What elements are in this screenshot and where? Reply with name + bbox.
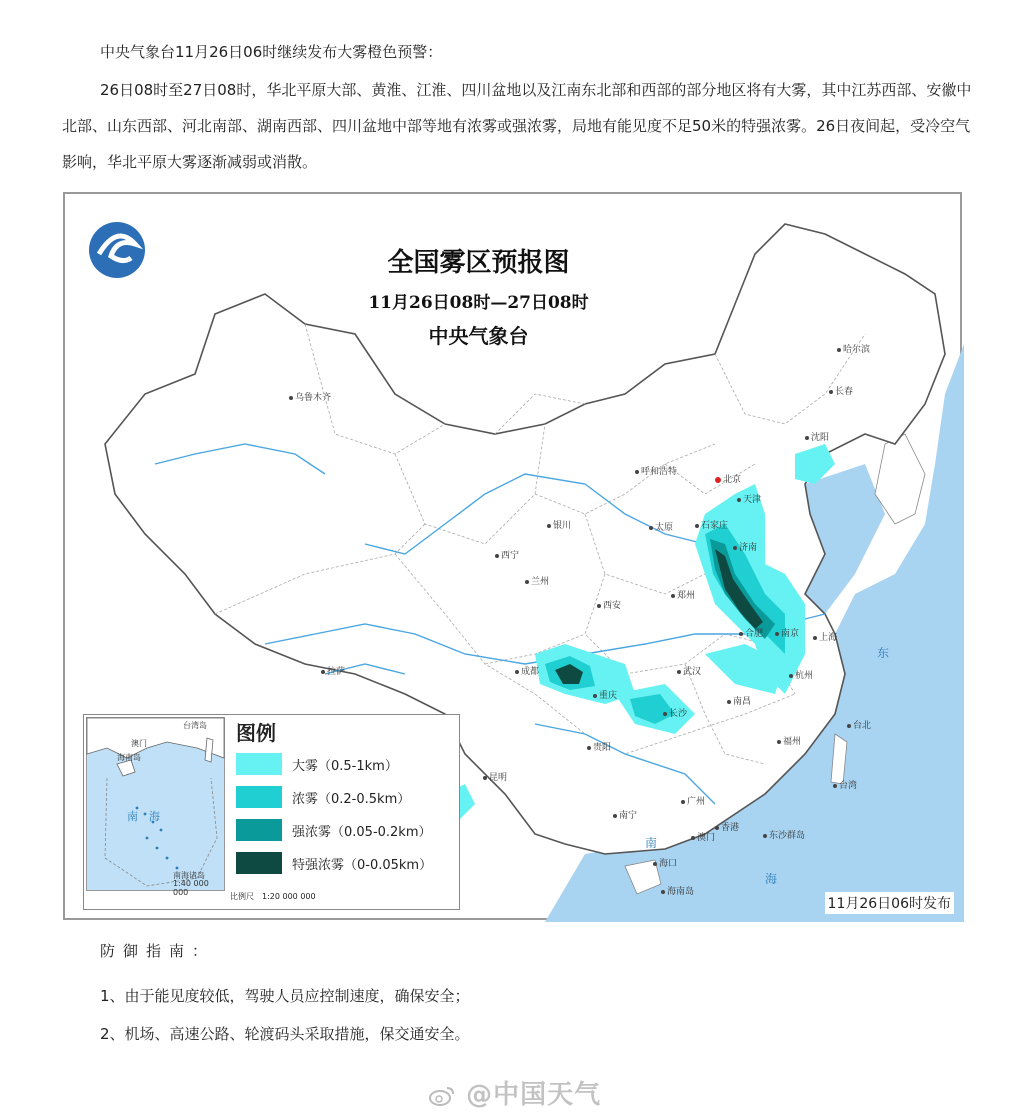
city-label: 乌鲁木齐	[289, 390, 331, 403]
city-label: 台北	[847, 718, 871, 731]
city-label: 昆明	[483, 770, 507, 783]
city-label: 拉萨	[321, 664, 345, 677]
inset-sea-label: 南 海	[127, 810, 160, 823]
inset-label: 澳门	[131, 739, 147, 748]
city-label: 南昌	[727, 694, 751, 707]
map-scale: 比例尺 1:20 000 000	[230, 892, 316, 901]
city-label: 长春	[829, 384, 853, 397]
legend-label: 大雾（0.5-1km）	[292, 759, 398, 774]
city-label: 长沙	[663, 706, 687, 719]
sea-label: 海	[765, 872, 790, 886]
legend-item-extreme-dense-fog	[236, 850, 456, 876]
city-label: 杭州	[789, 668, 813, 681]
warning-headline: 中央气象台11月26日06时继续发布大雾橙色预警：	[100, 43, 443, 61]
warning-body: 26日08时至27日08时，华北平原大部、黄淮、江淮、四川盆地以及江南东北部和西部的部分地区将有大雾，其中江苏西部、安徽中北部、山东西部、河北南部、湖南西部、四川盆地中部等地有浓雾或强浓雾，局地有能见度不足50米的特强浓雾。26日夜间起，受冷空气影响，华北平原大雾逐渐减弱或消散。	[62, 81, 972, 171]
legend-swatch	[236, 819, 282, 841]
weibo-icon	[428, 1085, 456, 1107]
legend-title: 图例	[236, 721, 276, 745]
legend-swatch	[236, 852, 282, 874]
city-label: 南宁	[613, 808, 637, 821]
inset-label: 1:40 000 000	[173, 879, 209, 897]
map-legend	[83, 714, 460, 910]
city-label: 重庆	[593, 688, 617, 701]
city-label: 海口	[653, 856, 677, 869]
city-label: 贵阳	[587, 740, 611, 753]
city-label: 银川	[547, 518, 571, 531]
city-label: 石家庄	[695, 518, 728, 531]
city-label: 香港	[715, 820, 739, 833]
city-label: 福州	[777, 734, 801, 747]
city-label: 台湾	[833, 778, 857, 791]
legend-label: 强浓雾（0.05-0.2km）	[292, 825, 432, 840]
watermark-text: @中国天气	[466, 1080, 602, 1110]
weibo-watermark	[428, 1074, 601, 1111]
city-label: 天津	[737, 492, 761, 505]
city-label: 广州	[681, 794, 705, 807]
city-label: 成都	[515, 664, 539, 677]
fog-forecast-map	[63, 192, 962, 920]
south-china-sea-inset	[86, 717, 225, 897]
inset-label: 台湾岛	[183, 721, 207, 730]
legend-item-fog	[236, 751, 456, 777]
legend-swatch	[236, 753, 282, 775]
inset-label: 南海诸岛	[173, 871, 205, 880]
city-label: 东沙群岛	[763, 828, 805, 841]
sea-label: 东	[877, 646, 902, 660]
city-label: 上海	[813, 630, 837, 643]
map-issuer: 中央气象台	[428, 324, 529, 348]
city-label: 西安	[597, 598, 621, 611]
legend-swatch	[236, 786, 282, 808]
city-label: 北京	[715, 472, 741, 485]
city-label: 武汉	[677, 664, 701, 677]
city-label: 济南	[733, 540, 757, 553]
legend-item-strong-dense-fog	[236, 817, 456, 843]
city-label: 合肥	[739, 626, 763, 639]
city-label: 太原	[649, 520, 673, 533]
legend-item-dense-fog	[236, 784, 456, 810]
city-label: 南京	[775, 626, 799, 639]
defense-guide-title: 防御指南：	[100, 942, 216, 960]
defense-guide-item: 2、机场、高速公路、轮渡码头采取措施，保交通安全。	[100, 1025, 470, 1043]
city-label: 哈尔滨	[837, 342, 870, 355]
map-time-range: 11月26日08时—27日08时	[368, 293, 589, 313]
city-label: 西宁	[495, 548, 519, 561]
sea-label: 南	[645, 836, 670, 850]
city-label: 呼和浩特	[635, 464, 677, 477]
city-label: 海南岛	[661, 884, 694, 897]
map-title: 全国雾区预报图	[387, 248, 570, 278]
defense-guide-item: 1、由于能见度较低，驾驶人员应控制速度，确保安全；	[100, 987, 470, 1005]
inset-canvas	[87, 718, 224, 890]
inset-label: 海南岛	[117, 753, 141, 762]
city-label: 沈阳	[805, 430, 829, 443]
city-label: 兰州	[525, 574, 549, 587]
city-label: 澳门	[691, 830, 715, 843]
publish-time: 11月26日06时发布	[825, 892, 954, 914]
city-label: 郑州	[671, 588, 695, 601]
legend-label: 特强浓雾（0-0.05km）	[292, 858, 433, 873]
legend-label: 浓雾（0.2-0.5km）	[292, 792, 411, 807]
